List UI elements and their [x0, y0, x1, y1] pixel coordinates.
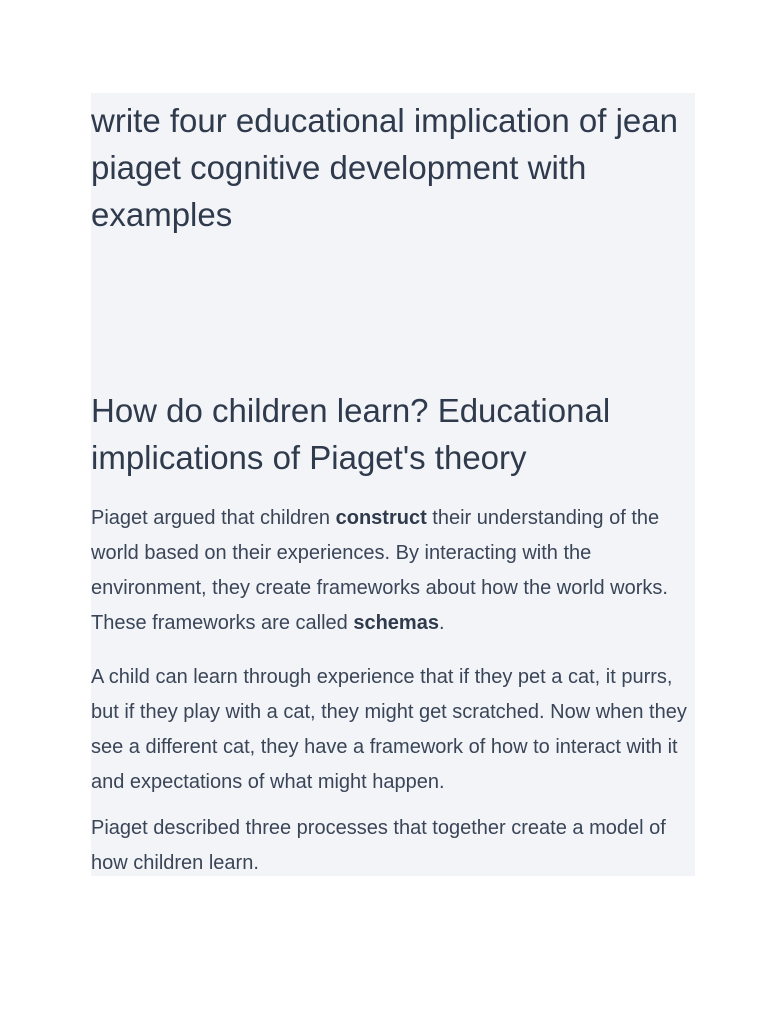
- paragraph-schemas: [91, 501, 701, 641]
- article-title: How do children learn? Educational implications of Piaget's theory: [91, 392, 611, 476]
- paragraph-text: Piaget argued that children: [91, 507, 336, 529]
- paragraph-text: .: [438, 612, 445, 634]
- paragraph-cat-example: A child can learn through experience that if they pet a cat, it purrs, but if they play with a cat, they might get scratched. Now when they see a different cat, they have a framework of how to interact with it and expectations of what might happen.: [91, 666, 687, 793]
- bold-term-schemas: schemas: [353, 612, 439, 634]
- paragraph-three-processes: Piaget described three processes that together create a model of how children learn.: [91, 817, 666, 874]
- paragraph-text: their understanding of the world based on their experiences. By interacting with the environment, they create frameworks about how the world works. These frameworks are called: [91, 507, 668, 634]
- bold-term-construct: construct: [335, 507, 427, 529]
- question-title: write four educational implication of jean piaget cognitive development with examples: [91, 102, 678, 233]
